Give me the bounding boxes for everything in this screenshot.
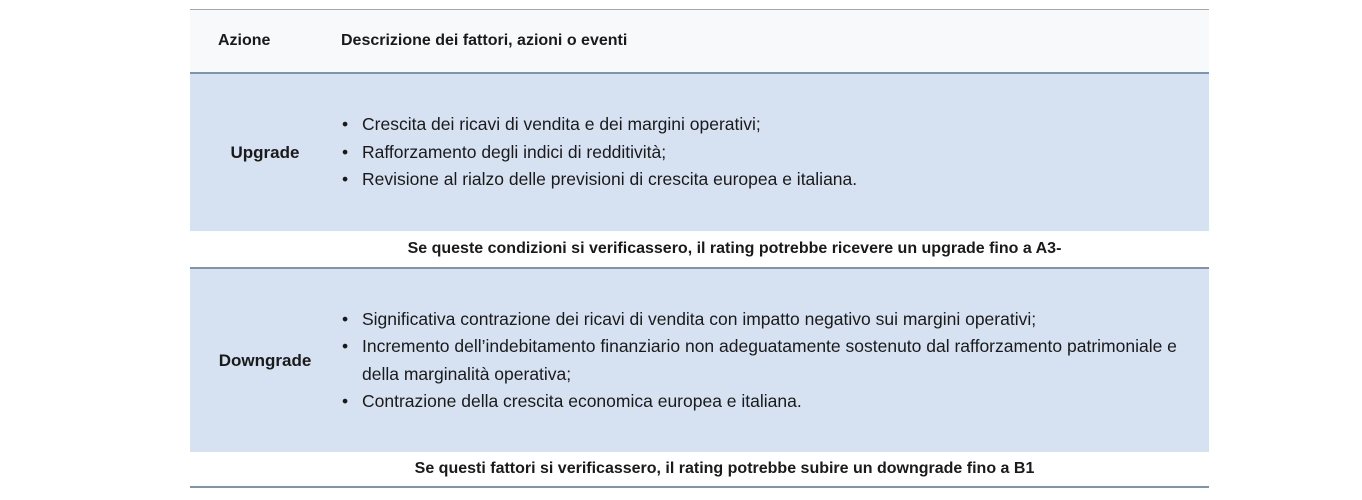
upgrade-note: Se queste condizioni si verificassero, il rating potrebbe ricevere un upgrade fino a A3-: [190, 231, 1209, 267]
downgrade-label: Downgrade: [218, 350, 312, 370]
list-item: • Significativa contrazione dei ricavi di vendita con impatto negativo sui margini operativi;: [340, 306, 1180, 334]
list-item: • Incremento dell’indebitamento finanziario non adeguatamente sostenuto dal rafforzamento patrimoniale e della marginalità operativa;: [340, 333, 1180, 388]
bottom-rule: [190, 486, 1209, 488]
upgrade-label: Upgrade: [230, 142, 300, 162]
upgrade-bullet-list: [340, 111, 1180, 194]
list-item: • Contrazione della crescita economica europea e italiana.: [340, 388, 1180, 416]
table-header-row: [190, 10, 1209, 72]
list-item: • Revisione al rialzo delle previsioni di crescita europea e italiana.: [340, 166, 1180, 194]
list-item: • Crescita dei ricavi di vendita e dei margini operativi;: [340, 111, 1180, 139]
downgrade-bullet-list: [340, 306, 1180, 416]
downgrade-note: Se questi fattori si verificassero, il rating potrebbe subire un downgrade fino a B1: [190, 452, 1209, 486]
downgrade-section: [190, 269, 1209, 452]
header-action: Azione: [218, 32, 271, 49]
rating-factors-table: [190, 9, 1209, 488]
upgrade-section: [190, 74, 1209, 231]
list-item: • Rafforzamento degli indici di redditività;: [340, 139, 1180, 167]
header-description: Descrizione dei fattori, azioni o eventi: [341, 32, 628, 49]
